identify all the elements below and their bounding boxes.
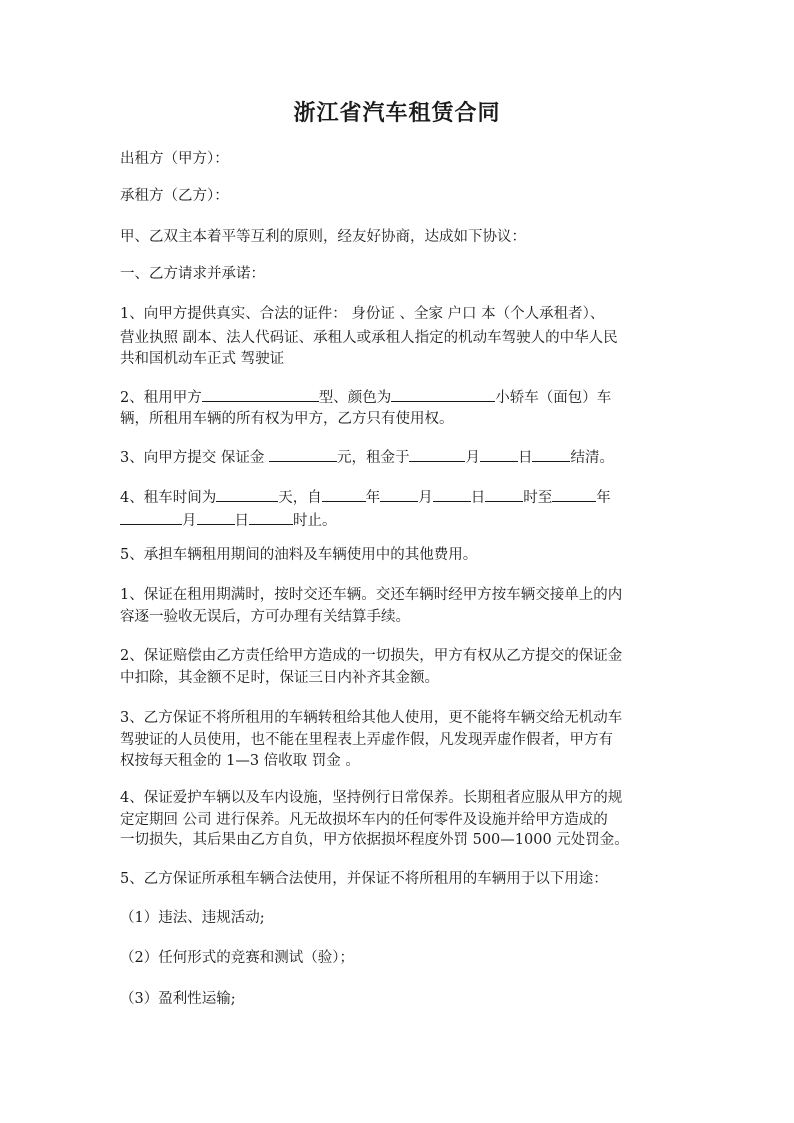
guarantee4-line3: 一切损失，其后果由乙方自负，甲方依据损坏程度外罚 500—1000 元处罚金。 bbox=[120, 832, 629, 848]
blank-rent-month[interactable] bbox=[409, 445, 465, 462]
item2-line1: 2、租用甲方 型、颜色为 小轿车（面包）车 bbox=[120, 385, 680, 410]
lessor-line: 出租方（甲方）： bbox=[120, 151, 229, 167]
item3-line: 3、向甲方提交 保证金 元，租金于 月 日 结清。 bbox=[120, 445, 680, 470]
guarantee4-line2: 定定期回 公司 进行保养。凡无故损坏车内的任何零件及设施并给甲方造成的 bbox=[120, 812, 608, 828]
blank-settle[interactable] bbox=[532, 445, 570, 462]
use-item-3: （3）盈利性运输; bbox=[120, 991, 236, 1007]
lessee-line: 承租方（乙方）： bbox=[120, 188, 229, 204]
blank-end-hour[interactable] bbox=[249, 508, 293, 525]
guarantee1-line2: 容逐一验收无误后，方可办理有关结算手续。 bbox=[120, 609, 410, 625]
item1-line3: 共和国机动车正式 驾驶证 bbox=[120, 351, 285, 367]
blank-color[interactable] bbox=[391, 385, 495, 402]
guarantee3-line3: 权按每天租金的 1—3 倍收取 罚金 。 bbox=[120, 753, 360, 769]
use-item-2: （2）任何形式的竞赛和测试（验）； bbox=[120, 950, 354, 966]
document-title: 浙江省汽车租赁合同 bbox=[293, 100, 501, 126]
blank-days[interactable] bbox=[216, 485, 278, 502]
item4-line1: 4、租车时间为 天，自 年 月 日 时至 年 bbox=[120, 485, 680, 510]
blank-start-hour[interactable] bbox=[485, 485, 523, 502]
blank-rent-day[interactable] bbox=[480, 445, 518, 462]
item1-line1: 1、向甲方提供真实、合法的证件： 身份证 、全家 户口 本（个人承租者）、 bbox=[120, 306, 605, 322]
blank-deposit[interactable] bbox=[269, 445, 337, 462]
blank-start-month[interactable] bbox=[380, 485, 418, 502]
blank-end-month[interactable] bbox=[120, 508, 182, 525]
item5: 5、承担车辆租用期间的油料及车辆使用中的其他费用。 bbox=[120, 547, 478, 563]
guarantee4-line1: 4、保证爱护车辆以及车内设施，坚持例行日常保养。长期租者应服从甲方的规 bbox=[120, 790, 623, 806]
blank-model[interactable] bbox=[202, 385, 319, 402]
item1-line2: 营业执照 副本、法人代码证、承租人或承租人指定的机动车驾驶人的中华人民 bbox=[120, 330, 618, 346]
blank-start-day[interactable] bbox=[433, 485, 471, 502]
blank-start-year[interactable] bbox=[322, 485, 366, 502]
guarantee5: 5、乙方保证所承租车辆合法使用，并保证不将所租用的车辆用于以下用途： bbox=[120, 871, 608, 887]
use-item-1: （1）违法、违规活动; bbox=[120, 910, 265, 926]
guarantee3-line2: 驾驶证的人员使用，也不能在里程表上弄虚作假，凡发现弄虚作假者，甲方有 bbox=[120, 732, 613, 748]
blank-end-day[interactable] bbox=[197, 508, 235, 525]
item4-line2: 月 日 时止。 bbox=[120, 508, 680, 533]
guarantee3-line1: 3、乙方保证不将所租用的车辆转租给其他人使用，更不能将车辆交给无机动车 bbox=[120, 710, 623, 726]
guarantee1-line1: 1、保证在租用期满时，按时交还车辆。交还车辆时经甲方按车辆交接单上的内 bbox=[120, 587, 623, 603]
blank-end-year[interactable] bbox=[552, 485, 596, 502]
item2-line2: 辆，所租用车辆的所有权为甲方，乙方只有使用权。 bbox=[120, 411, 454, 427]
guarantee2-line1: 2、保证赔偿由乙方责任给甲方造成的一切损失，甲方有权从乙方提交的保证金 bbox=[120, 648, 623, 664]
guarantee2-line2: 中扣除，其金额不足时，保证三日内补齐其金额。 bbox=[120, 670, 439, 686]
section1-heading: 一、乙方请求并承诺： bbox=[120, 266, 265, 282]
preamble: 甲、乙双主本着平等互利的原则，经友好协商，达成如下协议： bbox=[120, 229, 526, 245]
